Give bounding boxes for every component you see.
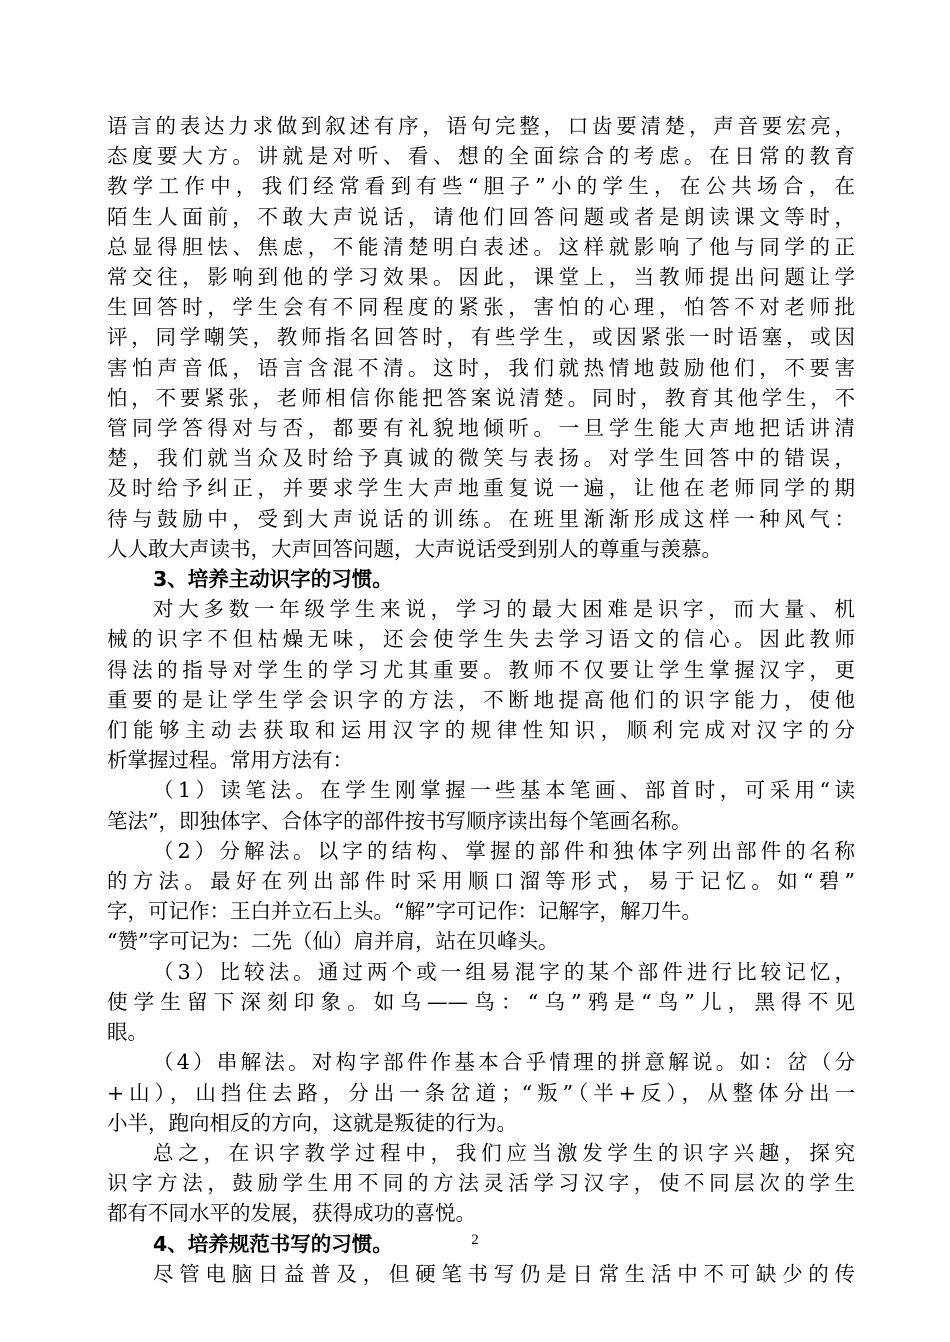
body-text-line: 械的识字不但枯燥无味，还会使学生失去学习语文的信心。因此教师 (107, 627, 855, 652)
body-text-line: 得法的指导对学生的学习尤其重要。教师不仅要让学生掌握汉字，更 (107, 657, 855, 682)
body-text-line: （2）分解法。以字的结构、掌握的部件和独体字列出部件的名称 (153, 838, 855, 863)
body-text-line: 重要的是让学生学会识字的方法，不断地提高他们的识字能力，使他 (107, 687, 855, 712)
body-text-line: 字，可记作：王白并立石上头。“解”字可记作：记解字，解刀牛。 (107, 899, 702, 924)
body-text-line: 楚，我们就当众及时给予真诚的微笑与表扬。对学生回答中的错误， (107, 446, 855, 471)
body-text-line: 害怕声音低，语言含混不清。这时，我们就热情地鼓励他们，不要害 (107, 355, 855, 380)
body-text-line: “赞”字可记为：二先（仙）肩并肩，站在贝峰头。 (107, 929, 559, 954)
body-text-line: 们能够主动去获取和运用汉字的规律性知识，顺利完成对汉字的分 (107, 718, 855, 743)
body-text-line: 态度要大方。讲就是对听、看、想的全面综合的考虑。在日常的教育 (107, 144, 855, 169)
body-text-line: 怕，不要紧张，老师相信你能把答案说清楚。同时，教育其他学生，不 (107, 385, 855, 410)
page-number: 2 (471, 1232, 479, 1248)
body-text-line: 的方法。最好在列出部件时采用顺口溜等形式，易于记忆。如“碧” (107, 869, 855, 894)
body-text-line: 待与鼓励中，受到大声说话的训练。在班里渐渐形成这样一种风气： (107, 506, 855, 531)
body-text-line: 笔法”，即独体字、合体字的部件按书写顺序读出每个笔画名称。 (107, 808, 692, 833)
body-text-line: 眼。 (107, 1020, 148, 1045)
body-text-line: 常交往，影响到他的学习效果。因此，课堂上，当教师提出问题让学 (107, 265, 855, 290)
body-text-line: 生回答时，学生会有不同程度的紧张，害怕的心理，怕答不对老师批 (107, 295, 855, 320)
body-text-line: 及时给予纠正，并要求学生大声地重复说一遍，让他在老师同学的期 (107, 476, 855, 501)
section-heading: 4、培养规范书写的习惯。 (153, 1231, 393, 1256)
body-text-line: 教学工作中，我们经常看到有些“胆子”小的学生，在公共场合，在 (107, 174, 855, 199)
body-text-line: 陌生人面前，不敢大声说话，请他们回答问题或者是朗读课文等时， (107, 204, 855, 229)
body-text-line: 对大多数一年级学生来说，学习的最大困难是识字，而大量、机 (153, 597, 855, 622)
body-text-line: 识字方法，鼓励学生用不同的方法灵活学习汉字，使不同层次的学生 (107, 1171, 855, 1196)
body-text-line: 使学生留下深刻印象。如乌——鸟：“乌”鸦是“鸟”儿，黑得不见 (107, 989, 855, 1014)
body-text-line: 人人敢大声读书，大声回答问题，大声说话受到别人的尊重与羡慕。 (107, 536, 722, 561)
body-text-line: 语言的表达力求做到叙述有序，语句完整，口齿要清楚，声音要宏亮， (107, 114, 855, 138)
body-text-line: 小半，跑向相反的方向，这就是叛徒的行为。 (107, 1110, 517, 1135)
body-text-line: 管同学答得对与否，都要有礼貌地倾听。一旦学生能大声地把话讲清 (107, 416, 855, 441)
body-text-line: （3）比较法。通过两个或一组易混字的某个部件进行比较记忆， (153, 959, 855, 984)
body-text-line: （4）串解法。对构字部件作基本合乎情理的拼意解说。如：岔（分 (153, 1050, 855, 1075)
document-body (107, 111, 855, 1289)
body-text-line: 析掌握过程。常用方法有： (107, 748, 353, 773)
body-text-line: +山），山挡住去路，分出一条岔道；“叛”（半+反），从整体分出一 (107, 1080, 855, 1105)
body-text-line: （1）读笔法。在学生刚掌握一些基本笔画、部首时，可采用“读 (153, 778, 855, 803)
body-text-line: 总之，在识字教学过程中，我们应当激发学生的识字兴趣，探究 (153, 1140, 855, 1165)
section-heading: 3、培养主动识字的习惯。 (153, 567, 393, 592)
body-text-line: 总显得胆怯、焦虑，不能清楚明白表述。这样就影响了他与同学的正 (107, 234, 855, 259)
body-text-line: 尽管电脑日益普及，但硬笔书写仍是日常生活中不可缺少的传 (153, 1261, 855, 1286)
body-text-line: 评，同学嘲笑，教师指名回答时，有些学生，或因紧张一时语塞，或因 (107, 325, 855, 350)
body-text-line: 都有不同水平的发展，获得成功的喜悦。 (107, 1201, 476, 1226)
